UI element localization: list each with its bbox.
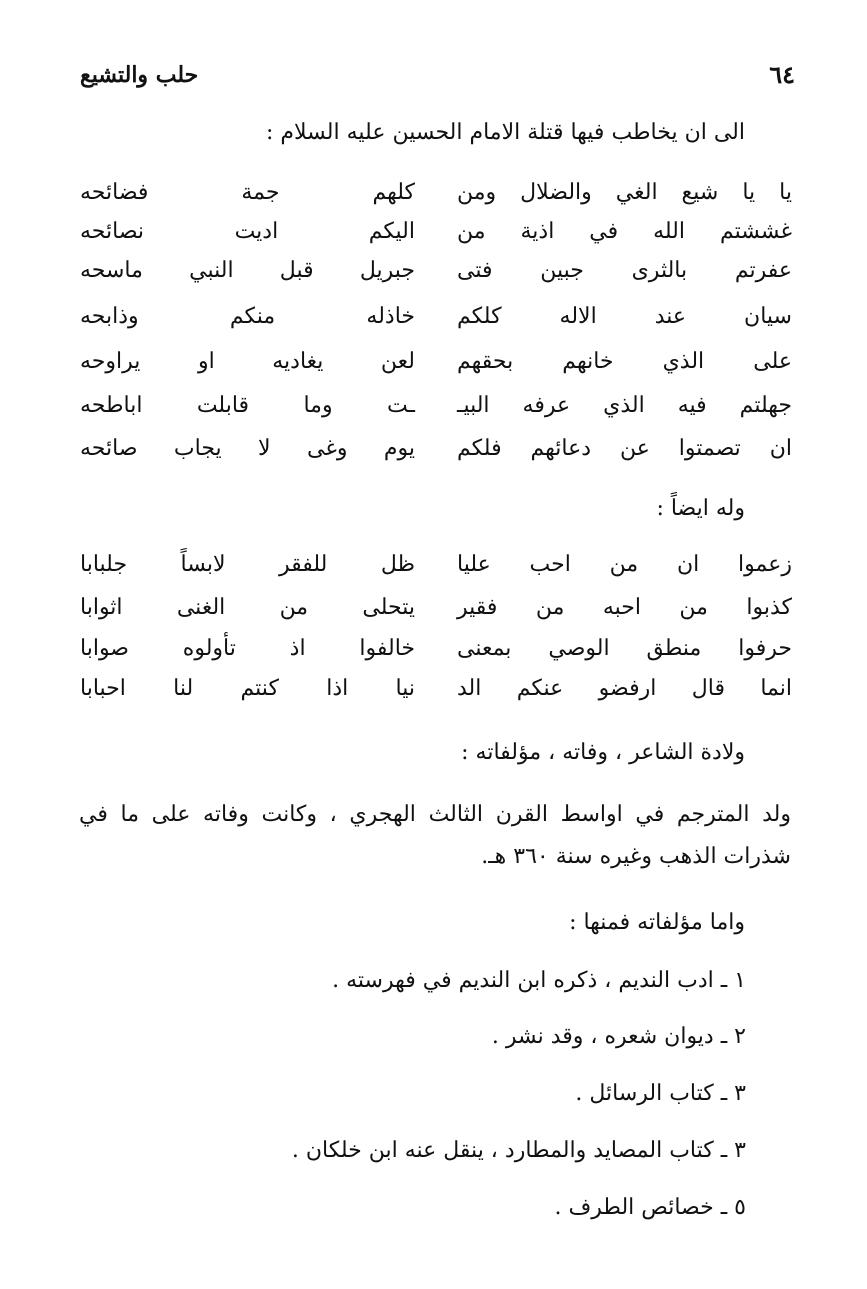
- verse-second-hemistich: ظل للفقر لابساً جلبابا: [80, 552, 415, 577]
- page-number: ٦٤: [769, 60, 795, 89]
- verse-first-hemistich: زعموا ان من احب عليا: [457, 552, 792, 577]
- poem1-verse: [80, 258, 792, 298]
- also-line: وله ايضاً :: [656, 496, 745, 521]
- poem2-verse: [80, 595, 792, 635]
- verse-second-hemistich: يوم وغى لا يجاب صائحه: [80, 436, 415, 461]
- verse-second-hemistich: لعن يغاديه او يراوحه: [80, 349, 415, 374]
- poem2-verse: [80, 552, 792, 592]
- intro-line: الى ان يخاطب فيها قتلة الامام الحسين عليه السلام :: [266, 120, 745, 145]
- poem2-verse: [80, 676, 792, 716]
- verse-first-hemistich: غششتم الله في اذية من: [457, 219, 792, 244]
- verse-second-hemistich: خالفوا اذ تأولوه صوابا: [80, 636, 415, 661]
- verse-first-hemistich: على الذي خانهم بحقهم: [457, 349, 792, 374]
- poem2-verse: [80, 636, 792, 676]
- running-title: حلب والتشيع: [80, 62, 199, 88]
- works-list-item: ٣ ـ كتاب الرسائل .: [575, 1081, 746, 1106]
- verse-second-hemistich: ـت وما قابلت اباطحه: [80, 393, 415, 418]
- poem1-verse: [80, 393, 792, 433]
- poem1-verse: [80, 304, 792, 344]
- poem1-verse: [80, 180, 792, 220]
- verse-second-hemistich: كلهم جمة فضائحه: [80, 180, 415, 205]
- verse-first-hemistich: حرفوا منطق الوصي بمعنى: [457, 636, 792, 661]
- works-list-item: ٣ ـ كتاب المصايد والمطارد ، ينقل عنه ابن خلكان .: [291, 1138, 746, 1163]
- verse-second-hemistich: خاذله منكم وذابحه: [80, 304, 415, 329]
- verse-second-hemistich: نيا اذا كنتم لنا احبابا: [80, 676, 415, 701]
- works-list-item: ١ ـ ادب النديم ، ذكره ابن النديم في فهرسته .: [332, 968, 746, 993]
- verse-second-hemistich: يتحلى من الغنى اثوابا: [80, 595, 415, 620]
- bio-paragraph: ولد المترجم في اواسط القرن الثالث الهجري ، وكانت وفاته على ما في شذرات الذهب وغيره سنة ٣٦٠ هـ.: [79, 802, 791, 869]
- page-header: [80, 60, 795, 100]
- poem1-verse: [80, 349, 792, 389]
- section-heading: ولادة الشاعر ، وفاته ، مؤلفاته :: [461, 740, 745, 765]
- verse-first-hemistich: ان تصمتوا عن دعائهم فلكم: [457, 436, 792, 461]
- works-list-item: ٥ ـ خصائص الطرف .: [554, 1195, 746, 1220]
- verse-first-hemistich: سيان عند الاله كلكم: [457, 304, 792, 329]
- poem1-verse: [80, 219, 792, 259]
- verse-second-hemistich: جبريل قبل النبي ماسحه: [80, 258, 415, 283]
- works-intro: واما مؤلفاته فمنها :: [569, 910, 745, 935]
- verse-first-hemistich: عفرتم بالثرى جبين فتى: [457, 258, 792, 283]
- poem1-verse: [80, 436, 792, 476]
- verse-first-hemistich: جهلتم فيه الذي عرفه البيـ: [457, 393, 792, 418]
- verse-first-hemistich: كذبوا من احبه من فقير: [457, 595, 792, 620]
- works-list-item: ٢ ـ ديوان شعره ، وقد نشر .: [491, 1024, 746, 1049]
- verse-first-hemistich: يا يا شيع الغي والضلال ومن: [457, 180, 792, 205]
- verse-first-hemistich: انما قال ارفضو عنكم الد: [457, 676, 792, 701]
- verse-second-hemistich: اليكم اديت نصائحه: [80, 219, 415, 244]
